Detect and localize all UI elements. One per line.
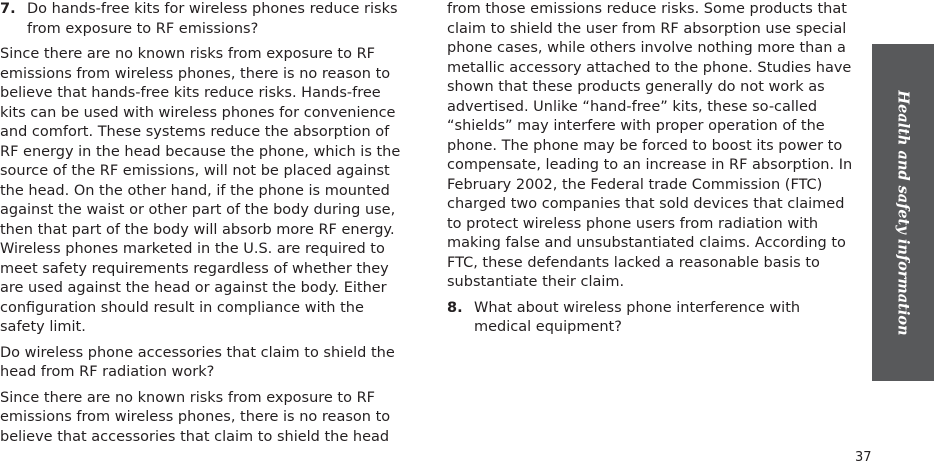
question-number: 7. <box>0 1 16 17</box>
answer-paragraph-continued: Since there are no known risks from exposure to RF emissions from wireless phones, there is no reason to believe that accessories that claim to shield the head <box>0 389 391 445</box>
section-side-tab <box>872 44 934 381</box>
question-7 <box>0 0 410 39</box>
continued-paragraph: from those emissions reduce risks. Some products that claim to shield the user from RF absorption use special phone cases, while others involve nothing more than a metallic accessory attached to the phone. Studies have shown that these products generally do not work as advertised. Unlike “hand-free” kits, these so-called “shields” may interfere with proper operation of the phone. The phone may be forced to boost its power to compensate, leading to an increase in RF absorption. In February 2002, the Federal trade Commission (FTC) charged two companies that sold devices that claimed to protect wireless phone users from radiation with making false and unsubstantiated claims. According to FTC, these defendants lacked a reasonable basis to substantiate their claim. <box>447 1 853 290</box>
question-number: 8. <box>447 299 463 316</box>
left-column <box>0 0 410 453</box>
section-label: Health and safety information <box>894 89 912 336</box>
subquestion-paragraph: Do wireless phone accessories that claim to shield the head from RF radiation work? <box>0 344 395 380</box>
page-number: 37 <box>855 450 872 465</box>
right-column <box>447 0 857 344</box>
question-text: Do hands-free kits for wireless phones reduce risks from exposure to RF emissions? <box>27 1 398 37</box>
question-text: What about wireless phone interference with medical equipment? <box>474 299 801 335</box>
question-8 <box>447 299 857 338</box>
answer-paragraph: Since there are no known risks from exposure to RF emissions from wireless phones, there is no reason to believe that hands-free kits reduce risks. Hands-free kits can be used with wireless phones for convenience and comfort. These systems reduce the absorption of RF energy in the head because the phone, which is the source of the RF emissions, will not be placed against the head. On the other hand, if the phone is mounted against the waist or other part of the body during use, then that part of the body will absorb more RF energy. Wireless phones marketed in the U.S. are required to meet safety requirements regardless of whether they are used against the head or against the body. Either configuration should result in compliance with the safety limit. <box>0 46 401 335</box>
